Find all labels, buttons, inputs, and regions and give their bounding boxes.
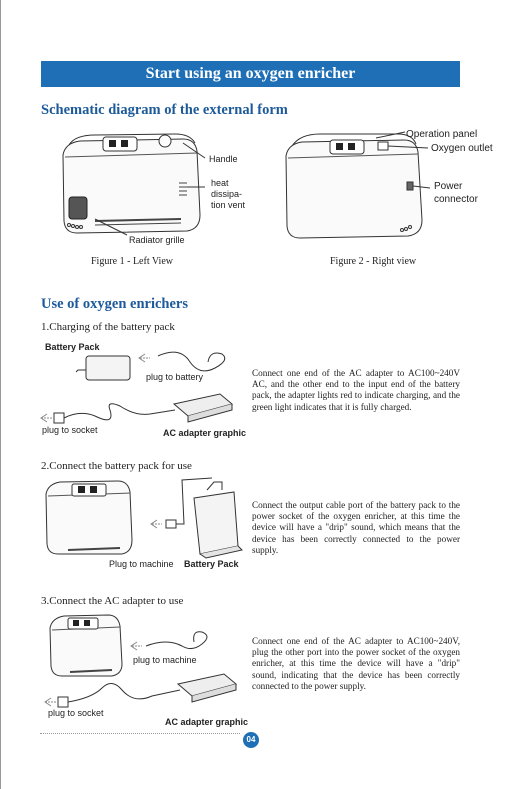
page-number-badge: 04: [243, 732, 259, 748]
step-1-ac-adapter-label: AC adapter graphic: [163, 428, 247, 438]
step-1-description: Connect one end of the AC adapter to AC100~240V AC, and the other end to the input end of the battery pack, the adapter lights red to indicate charging, and the green light indicates that it is fully charged.: [252, 368, 460, 412]
step-1-title: 1.Charging of the battery pack: [41, 321, 175, 333]
label-vent-2: dissipa-: [211, 189, 243, 199]
label-vent-1: heat: [211, 178, 229, 188]
label-oxygen-outlet: Oxygen outlet: [431, 143, 493, 154]
label-radiator-grille: Radiator grille: [129, 235, 185, 245]
schematic-heading: Schematic diagram of the external form: [41, 102, 288, 118]
label-power-1: Power: [434, 181, 463, 192]
footer-dotted-line: [40, 733, 240, 735]
step-2-plug-to-machine: Plug to machine: [109, 559, 174, 569]
step-3-description: Connect one end of the AC adapter to AC100~240V, plug the other port into the power socket of the oxygen enricher, at this time the device will have a "drip" sound, indicating that the device has been correctly connected to the power supply.: [252, 636, 460, 691]
label-vent-3: tion vent: [211, 200, 246, 210]
step-3-ac-adapter-label: AC adapter graphic: [165, 717, 249, 727]
page-banner: Start using an oxygen enricher: [41, 61, 460, 87]
step-1-plug-to-battery: plug to battery: [146, 372, 204, 382]
step-2-battery-label: Battery Pack: [184, 559, 239, 569]
figure-2-caption: Figure 2 - Right view: [330, 256, 417, 267]
label-power-2: connector: [434, 194, 478, 205]
step-3-plug-to-socket: plug to socket: [48, 708, 104, 718]
step-1-plug-to-socket: plug to socket: [42, 425, 98, 435]
usage-heading: Use of oxygen enrichers: [41, 296, 188, 312]
figure-1-caption: Figure 1 - Left View: [91, 256, 173, 267]
figure-2-right-view: [280, 128, 430, 253]
page-edge: [0, 0, 1, 789]
label-operation-panel: Operation panel: [406, 129, 478, 140]
step-3-plug-to-machine: plug to machine: [133, 655, 197, 665]
step-2-battery-connection-diagram: [42, 472, 247, 562]
step-3-title: 3.Connect the AC adapter to use: [41, 595, 184, 607]
step-1-battery-label: Battery Pack: [45, 342, 100, 352]
step-2-title: 2.Connect the battery pack for use: [41, 460, 192, 472]
step-2-description: Connect the output cable port of the battery pack to the power socket of the oxygen enricher, at this time the device will have a "drip" sound, which means that the device has been correctly connected to the power supply.: [252, 500, 460, 555]
label-handle: Handle: [209, 154, 238, 164]
